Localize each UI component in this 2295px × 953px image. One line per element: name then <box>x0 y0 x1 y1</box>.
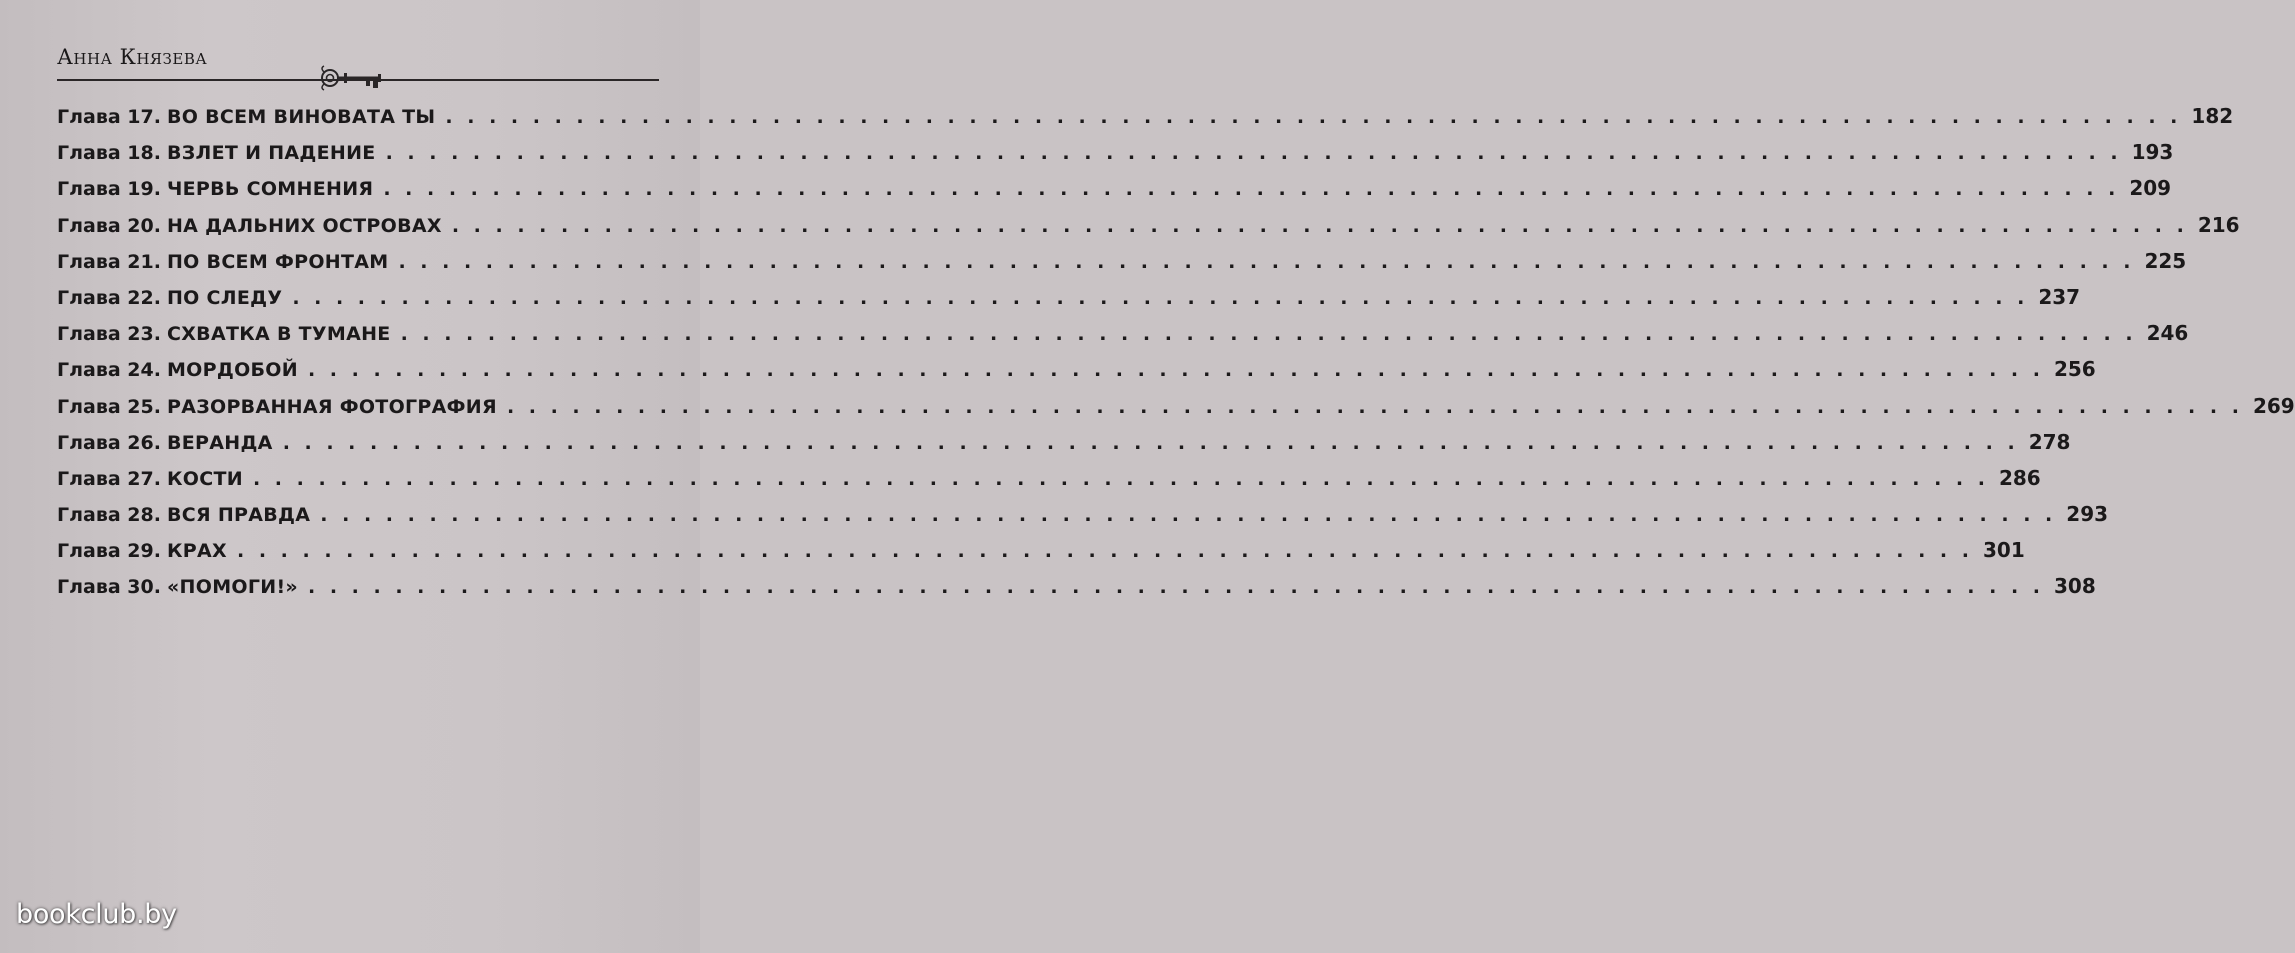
toc-leader-dots: . . . . . . . . . . . . . . . . . . . . . . . . . . . . . . . . . . . . . . . . . . . . . . . . . . . . . . . . . . . . . . . . . . . . . . . . . . . . . . . . <box>307 359 2044 382</box>
toc-page-number: 182 <box>2191 104 2234 128</box>
toc-page-number: 256 <box>2053 357 2096 382</box>
toc-chapter-title: ВЗЛЕТ И ПАДЕНИЕ <box>166 142 376 165</box>
toc-leader-dots: . . . . . . . . . . . . . . . . . . . . . . . . . . . . . . . . . . . . . . . . . . . . . . . . . . . . . . . . . . . . . . . . . . . . . . . . . . . . . . . . <box>320 504 2057 527</box>
toc-entry <box>57 429 2071 466</box>
toc-chapter-title: «ПОМОГИ!» <box>166 576 299 599</box>
toc-leader-dots: . . . . . . . . . . . . . . . . . . . . . . . . . . . . . . . . . . . . . . . . . . . . . . . . . . . . . . . . . . . . . . . . . . . . . . . . . . . . . . . . <box>236 540 1973 563</box>
toc-chapter-title: ВО ВСЕМ ВИНОВАТА ТЫ <box>166 106 436 128</box>
toc-entry <box>57 140 2174 176</box>
toc-entry <box>57 502 2109 538</box>
toc-chapter-title: МОРДОБОЙ <box>166 359 298 382</box>
toc-chapter-title: ЧЕРВЬ СОМНЕНИЯ <box>166 178 374 201</box>
toc-page-number: 216 <box>2197 212 2240 237</box>
toc-chapter-label: Глава 30. <box>57 576 161 599</box>
toc-leader-dots: . . . . . . . . . . . . . . . . . . . . . . . . . . . . . . . . . . . . . . . . . . . . . . . . . . . . . . . . . . . . . . . . . . . . . . . . . . . . . . . . <box>445 106 2182 128</box>
toc-entry <box>57 538 2025 574</box>
toc-page-number: 286 <box>1998 465 2041 490</box>
toc-leader-dots: . . . . . . . . . . . . . . . . . . . . . . . . . . . . . . . . . . . . . . . . . . . . . . . . . . . . . . . . . . . . . . . . . . . . . . . . . . . . . . . . <box>385 142 2122 165</box>
toc-entry <box>57 212 2240 249</box>
toc-page-number: 278 <box>2028 429 2071 454</box>
toc-page-number: 237 <box>2038 284 2081 309</box>
toc-chapter-label: Глава 22. <box>57 286 161 309</box>
toc-leader-dots: . . . . . . . . . . . . . . . . . . . . . . . . . . . . . . . . . . . . . . . . . . . . . . . . . . . . . . . . . . . . . . . . . . . . . . . . . . . . . . . . <box>383 178 2120 201</box>
toc-chapter-title: ПО СЛЕДУ <box>166 286 283 309</box>
toc-chapter-label: Глава 25. <box>57 395 161 418</box>
toc-entry <box>57 321 2189 357</box>
running-header-author: Анна Князева <box>57 45 208 69</box>
toc-chapter-title: НА ДАЛЬНИХ ОСТРОВАХ <box>166 214 442 237</box>
toc-leader-dots: . . . . . . . . . . . . . . . . . . . . . . . . . . . . . . . . . . . . . . . . . . . . . . . . . . . . . . . . . . . . . . . . . . . . . . . . . . . . . . . . <box>308 576 2045 599</box>
toc-leader-dots: . . . . . . . . . . . . . . . . . . . . . . . . . . . . . . . . . . . . . . . . . . . . . . . . . . . . . . . . . . . . . . . . . . . . . . . . . . . . . . . . <box>506 395 2243 418</box>
toc-entry <box>57 465 2041 502</box>
toc-chapter-title: СХВАТКА В ТУМАНЕ <box>166 323 391 346</box>
toc-chapter-title: ВЕРАНДА <box>166 431 273 454</box>
toc-page-number: 209 <box>2129 176 2172 201</box>
toc-chapter-label: Глава 17. <box>57 106 161 128</box>
toc-page-number: 293 <box>2066 502 2109 527</box>
toc-chapter-label: Глава 21. <box>57 250 161 273</box>
table-of-contents <box>57 104 2295 611</box>
watermark: bookclub.by <box>16 899 177 930</box>
toc-chapter-label: Глава 19. <box>57 178 161 201</box>
toc-page-number: 225 <box>2144 248 2187 273</box>
toc-entry <box>57 248 2187 285</box>
toc-chapter-label: Глава 18. <box>57 142 161 165</box>
toc-chapter-title: КОСТИ <box>166 467 243 490</box>
toc-entry <box>57 393 2295 430</box>
toc-chapter-label: Глава 29. <box>57 540 161 563</box>
toc-page-number: 269 <box>2252 393 2295 418</box>
toc-entry <box>57 284 2081 321</box>
toc-chapter-title: КРАХ <box>166 540 227 563</box>
toc-leader-dots: . . . . . . . . . . . . . . . . . . . . . . . . . . . . . . . . . . . . . . . . . . . . . . . . . . . . . . . . . . . . . . . . . . . . . . . . . . . . . . . . <box>398 250 2135 273</box>
toc-chapter-title: ВСЯ ПРАВДА <box>166 504 311 527</box>
toc-leader-dots: . . . . . . . . . . . . . . . . . . . . . . . . . . . . . . . . . . . . . . . . . . . . . . . . . . . . . . . . . . . . . . . . . . . . . . . . . . . . . . . . <box>282 431 2019 454</box>
toc-page-number: 301 <box>1982 538 2025 563</box>
key-ornament-icon <box>320 64 390 92</box>
toc-chapter-label: Глава 27. <box>57 467 161 490</box>
toc-chapter-label: Глава 23. <box>57 323 161 346</box>
toc-leader-dots: . . . . . . . . . . . . . . . . . . . . . . . . . . . . . . . . . . . . . . . . . . . . . . . . . . . . . . . . . . . . . . . . . . . . . . . . . . . . . . . . <box>252 467 1989 490</box>
toc-leader-dots: . . . . . . . . . . . . . . . . . . . . . . . . . . . . . . . . . . . . . . . . . . . . . . . . . . . . . . . . . . . . . . . . . . . . . . . . . . . . . . . . <box>292 286 2029 309</box>
toc-entry <box>57 574 2096 610</box>
toc-page-number: 308 <box>2054 574 2096 599</box>
toc-entry <box>57 104 2234 140</box>
toc-page-number: 193 <box>2131 140 2174 165</box>
toc-chapter-label: Глава 26. <box>57 431 161 454</box>
toc-chapter-title: РАЗОРВАННАЯ ФОТОГРАФИЯ <box>166 395 497 418</box>
header-divider <box>57 79 659 81</box>
toc-page-number: 246 <box>2146 321 2189 346</box>
toc-leader-dots: . . . . . . . . . . . . . . . . . . . . . . . . . . . . . . . . . . . . . . . . . . . . . . . . . . . . . . . . . . . . . . . . . . . . . . . . . . . . . . . . <box>400 323 2137 346</box>
toc-entry <box>57 357 2096 393</box>
toc-leader-dots: . . . . . . . . . . . . . . . . . . . . . . . . . . . . . . . . . . . . . . . . . . . . . . . . . . . . . . . . . . . . . . . . . . . . . . . . . . . . . . . . <box>451 214 2188 237</box>
toc-chapter-title: ПО ВСЕМ ФРОНТАМ <box>166 250 389 273</box>
toc-chapter-label: Глава 28. <box>57 504 161 527</box>
toc-chapter-label: Глава 24. <box>57 359 161 382</box>
toc-chapter-label: Глава 20. <box>57 214 161 237</box>
toc-entry <box>57 176 2172 212</box>
